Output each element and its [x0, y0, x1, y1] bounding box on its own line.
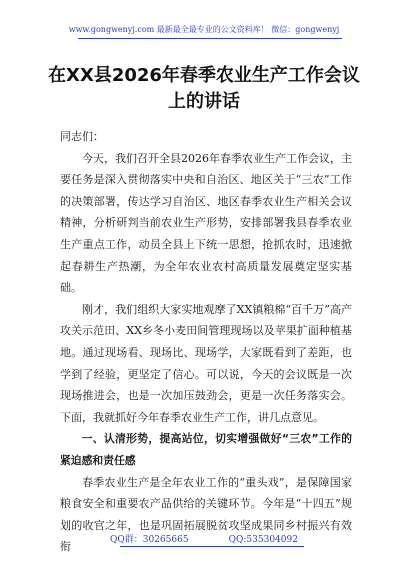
document-title	[30, 63, 378, 115]
paragraph-1: 今天，我们召开全县2026年春季农业生产工作会议，主要任务是深入贯彻落实中央和自治区、地区关于“三农”工作的决策部署，传达学习自治区、地区春季农业生产相关会议精神，分析研判当前农业生产形势，安排部署我县春季农业生产重点工作，动员全县上下统一思想，抢抓农时，迅速掀起春耕生产热潮，为全年农业农村高质量发展奠定坚实基础。	[60, 151, 352, 295]
footer-qq-number: QQ:535304092	[228, 535, 298, 545]
footer-underline	[120, 546, 304, 547]
header-underline	[78, 38, 342, 39]
site-footer	[0, 532, 408, 545]
footer-qq-group: QQ群：30265665	[110, 535, 189, 545]
paragraph-2: 刚才，我们组织大家实地观摩了XX镇粮棉“百千万”高产攻关示范田、XX乡冬小麦田间管理现场以及苹果扩面种植基地。通过现场看、现场比、现场学，大家既看到了差距，也学到了经验，更坚定了信心。可以说，今天的会议既是一次现场推进会，也是一次加压鼓劲会，更是一次任务落实会。下面，我就抓好今年春季农业生产工作，讲几点意见。	[60, 302, 352, 424]
greeting: 同志们：	[60, 130, 104, 143]
site-header: www.gongwenyj.com 最新最全最专业的公文资料库！ 微信：gongwenyj	[68, 25, 340, 34]
document-body	[60, 126, 352, 558]
paragraph-3: 春季农业生产是全年农业工作的“重头戏”，是保障国家粮食安全和重要农产品供给的关键环节。今年是“十四五”规划的收官之年，也是巩固拓展脱贫攻坚成果同乡村振兴有效衔	[60, 475, 352, 554]
title-line-2: 上的讲话	[168, 91, 240, 112]
section-heading-1: 一、认清形势，提高站位，切实增强做好“三农”工作的紧迫感和责任感	[60, 432, 352, 467]
title-line-1: 在XX县2026年春季农业生产工作会议	[48, 65, 360, 86]
